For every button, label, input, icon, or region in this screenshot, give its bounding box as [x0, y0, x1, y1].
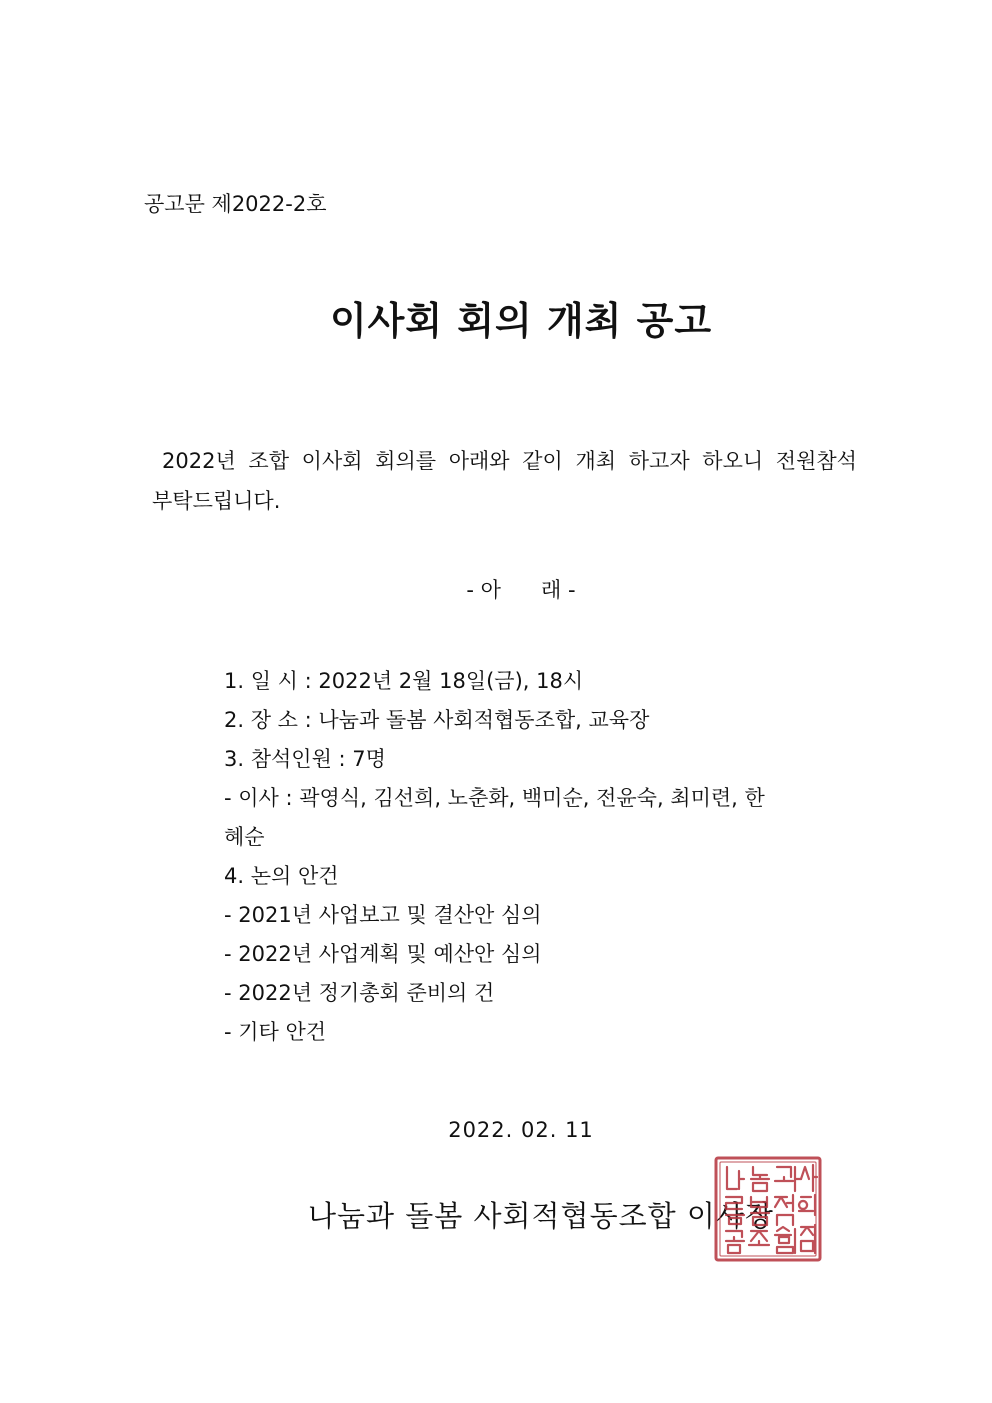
- list-item: 3. 참석인원 : 7명: [224, 747, 386, 771]
- list-item: - 기타 안건: [224, 1020, 327, 1044]
- list-item: 4. 논의 안건: [224, 864, 339, 888]
- list-item: - 2022년 사업계획 및 예산안 심의: [224, 942, 542, 966]
- section-heading-arae: - 아 래 -: [466, 578, 576, 602]
- list-item: - 이사 : 곽영식, 김선희, 노춘화, 백미순, 전윤숙, 최미련, 한: [224, 786, 765, 810]
- list-item: 혜순: [224, 825, 265, 849]
- doc-number: 공고문 제2022-2호: [144, 192, 327, 216]
- official-seal-icon: [713, 1155, 823, 1263]
- intro-line-2: 부탁드립니다.: [152, 489, 281, 513]
- list-item: - 2021년 사업보고 및 결산안 심의: [224, 903, 542, 927]
- intro-paragraph: [152, 441, 862, 521]
- signature-line: 나눔과 돌봄 사회적협동조합 이사장: [308, 1199, 774, 1233]
- details-list: [224, 662, 844, 1052]
- page-title: 이사회 회의 개최 공고: [329, 299, 713, 343]
- list-item: - 2022년 정기총회 준비의 건: [224, 981, 495, 1005]
- intro-line-1: 2022년 조합 이사회 회의를 아래와 같이 개최 하고자 하오니 전원참석: [162, 449, 857, 473]
- list-item: 2. 장 소 : 나눔과 돌봄 사회적협동조합, 교육장: [224, 708, 650, 732]
- issue-date: 2022. 02. 11: [448, 1118, 594, 1142]
- list-item: 1. 일 시 : 2022년 2월 18일(금), 18시: [224, 669, 584, 693]
